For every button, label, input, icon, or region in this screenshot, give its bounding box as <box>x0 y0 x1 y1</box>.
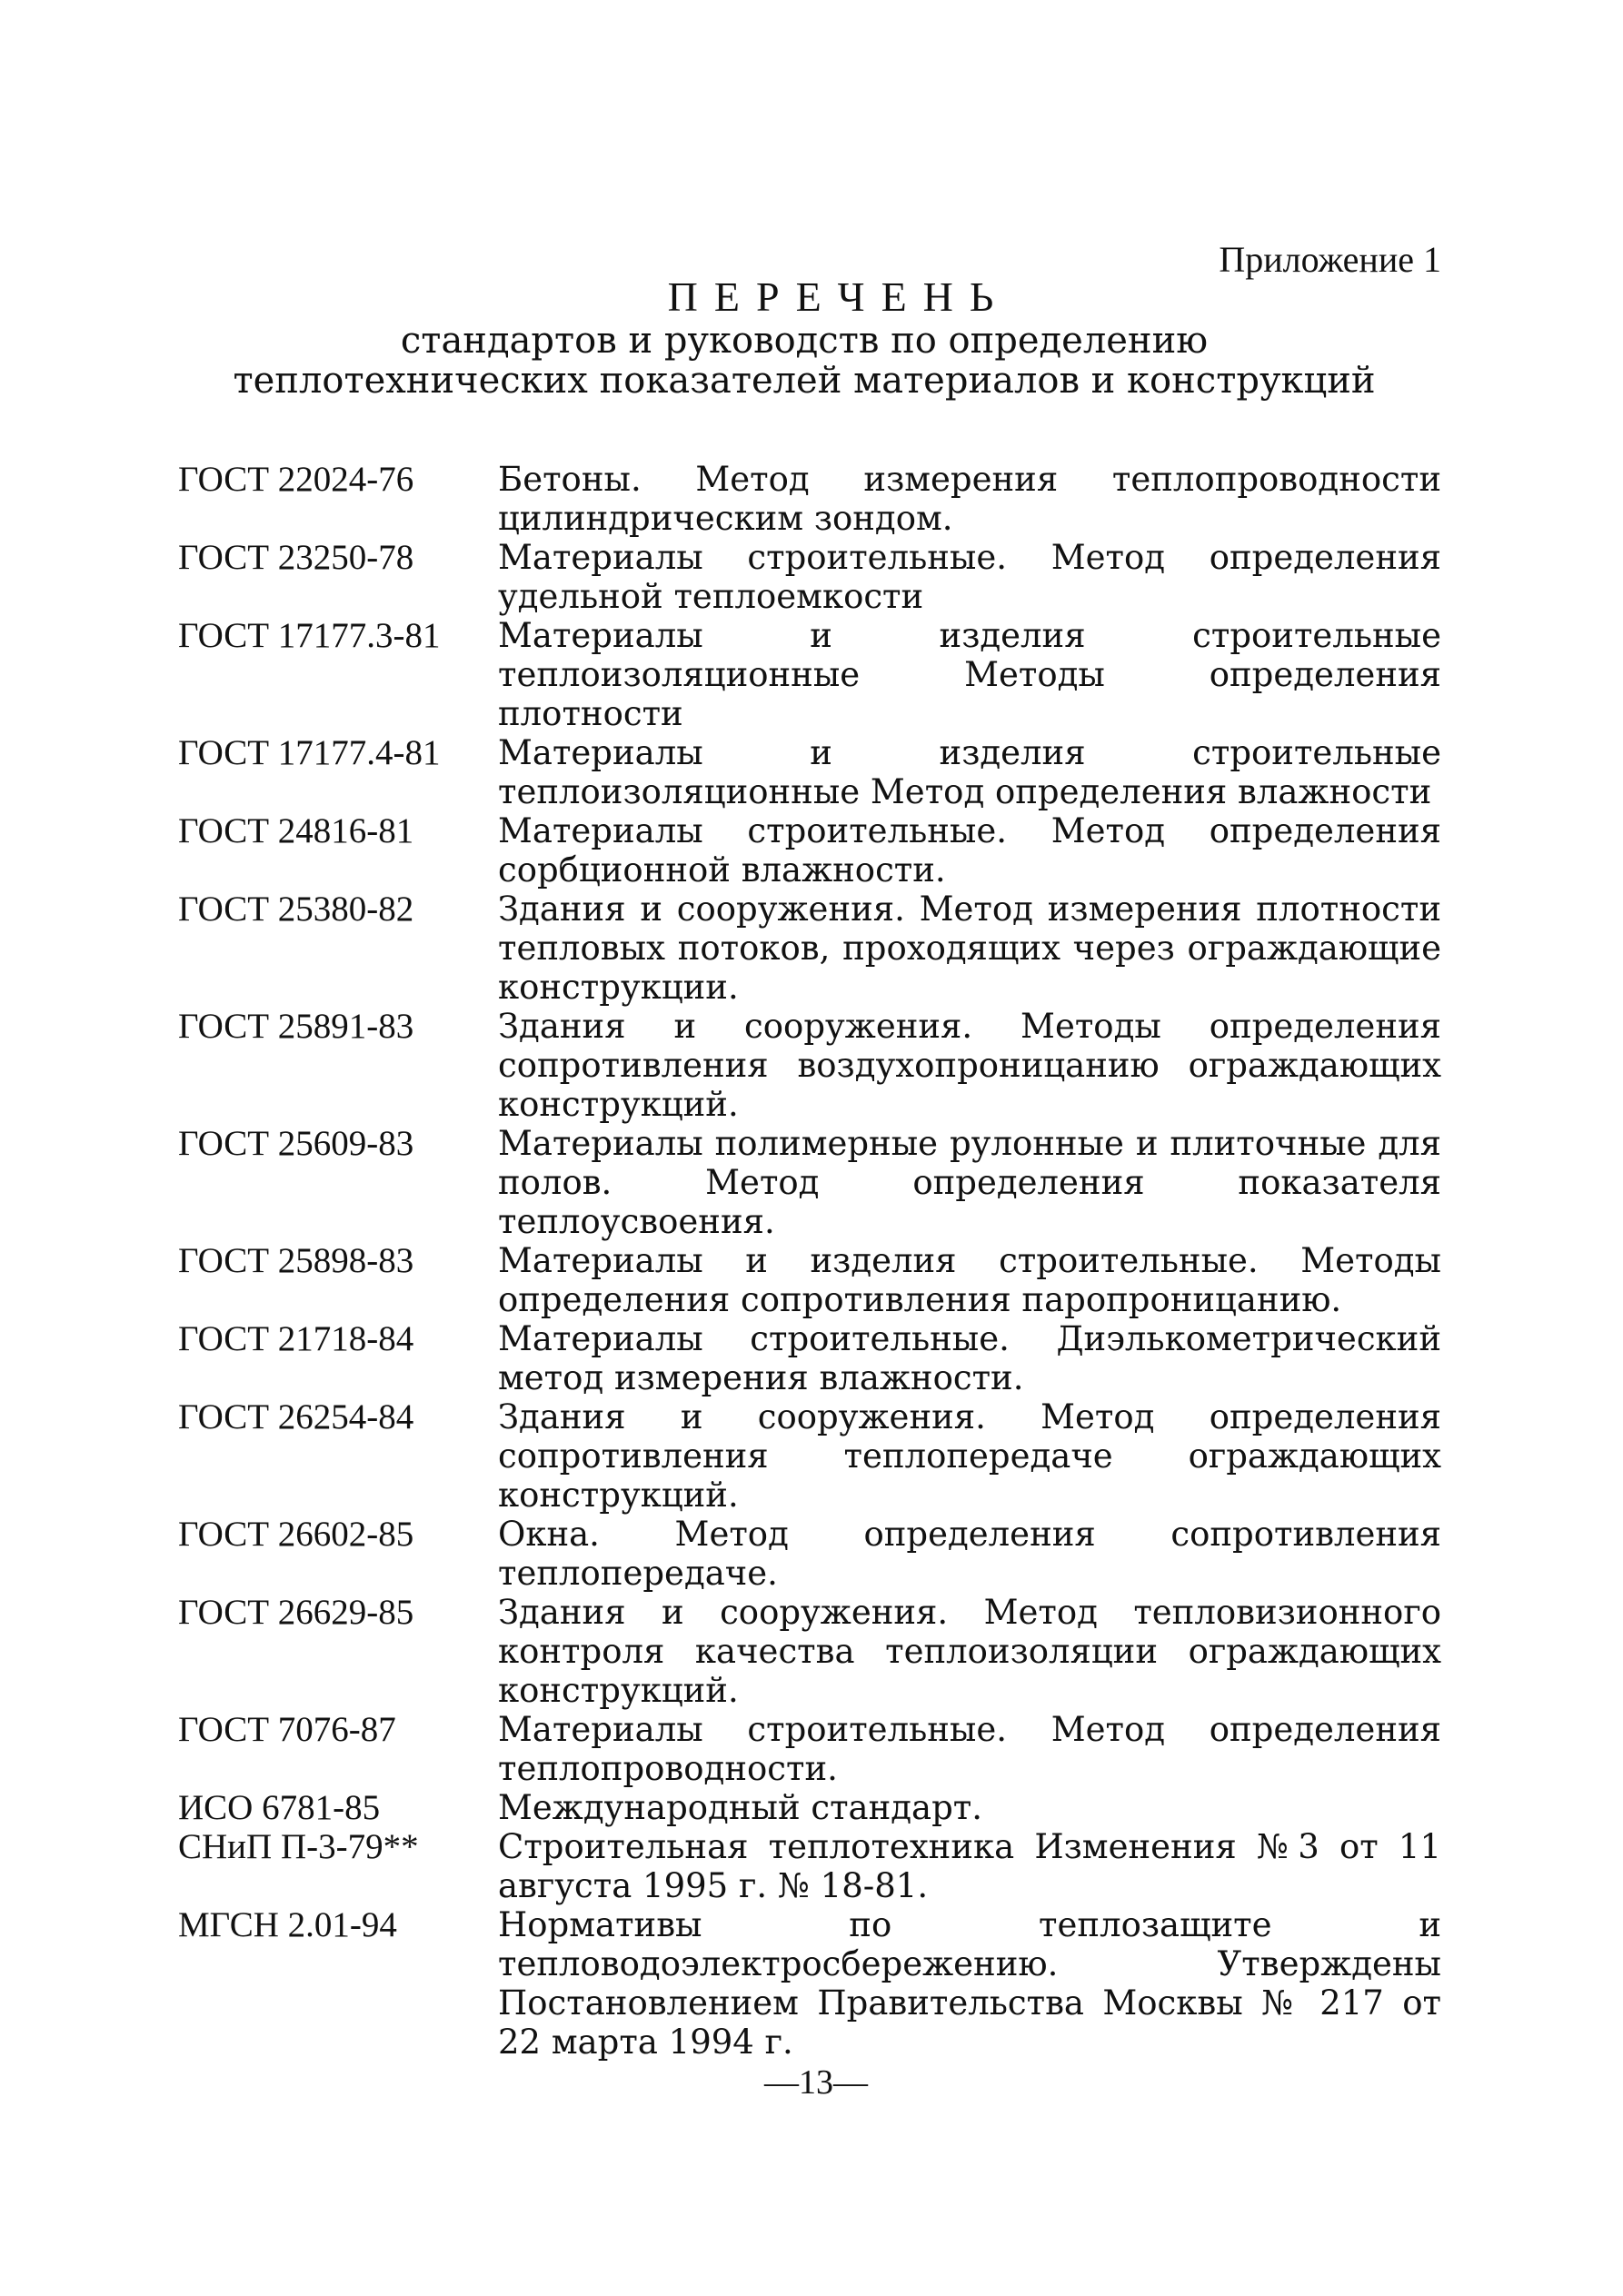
standard-entry <box>178 1788 1441 1827</box>
appendix-label: Приложение 1 <box>1219 239 1441 280</box>
standard-code: ГОСТ 25898-83 <box>178 1241 414 1280</box>
document-subtitle-line1: стандартов и руководств по определению <box>400 320 1209 362</box>
standard-code: ГОСТ 25380-82 <box>178 890 414 929</box>
standard-description: Материалы строительные. Метод определения удельной теплоемкости <box>498 538 1441 616</box>
standard-description: Международный стандарт. <box>498 1788 983 1827</box>
standard-entry <box>178 1827 1441 1905</box>
standard-entry <box>178 1007 1441 1124</box>
standards-list <box>178 460 1441 2062</box>
standard-entry <box>178 1319 1441 1397</box>
standard-description: Здания и сооружения. Метод определения сопротивления теплопередаче ограждающих конструкций. <box>498 1397 1441 1515</box>
standard-code: ГОСТ 26254-84 <box>178 1397 414 1436</box>
standard-entry <box>178 1593 1441 1710</box>
standard-description: Бетоны. Метод измерения теплопроводности цилиндрическим зондом. <box>498 460 1441 538</box>
standard-entry <box>178 460 1441 538</box>
standard-code: МГСН 2.01-94 <box>178 1905 397 1944</box>
standard-description: Строительная теплотехника Изменения №3 от 11 августа 1995 г. № 18-81. <box>498 1827 1441 1905</box>
standard-code: ИСО 6781-85 <box>178 1788 381 1827</box>
standard-description: Материалы и изделия строительные теплоизоляционные Метод определения влажности <box>498 733 1441 811</box>
standard-description: Материалы полимерные рулонные и плиточные для полов. Метод определения показателя теплоусвоения. <box>498 1124 1441 1241</box>
standard-entry <box>178 1397 1441 1515</box>
standard-description: Нормативы по теплозащите и тепловодоэлектросбережению. Утверждены Постановлением Правительства Москвы № 217 от 22 марта 1994 г. <box>498 1905 1441 2062</box>
standard-description: Материалы строительные. Диэлькометрический метод измерения влажности. <box>498 1319 1441 1397</box>
standard-description: Здания и сооружения. Метод измерения плотности тепловых потоков, проходящих через ограждающие конструкции. <box>498 890 1441 1007</box>
standard-code: ГОСТ 17177.3-81 <box>178 616 441 655</box>
standard-code: СНиП П-3-79** <box>178 1827 419 1866</box>
page-number: —13— <box>764 2063 868 2102</box>
standard-entry <box>178 733 1441 811</box>
standard-entry <box>178 1124 1441 1241</box>
standard-code: ГОСТ 21718-84 <box>178 1319 414 1358</box>
standard-code: ГОСТ 25609-83 <box>178 1124 414 1163</box>
standard-code: ГОСТ 17177.4-81 <box>178 733 441 772</box>
standard-description: Материалы строительные. Метод определения сорбционной влажности. <box>498 811 1441 890</box>
standard-entry <box>178 1515 1441 1593</box>
standard-entry <box>178 890 1441 1007</box>
standard-entry <box>178 1905 1441 2062</box>
standard-description: Окна. Метод определения сопротивления теплопередаче. <box>498 1515 1441 1593</box>
standard-description: Материалы строительные. Метод определения теплопроводности. <box>498 1710 1441 1788</box>
standard-code: ГОСТ 7076-87 <box>178 1710 396 1749</box>
document-title: ПЕРЕЧЕНЬ <box>667 273 1011 320</box>
standard-entry <box>178 538 1441 616</box>
standard-code: ГОСТ 24816-81 <box>178 811 414 850</box>
standard-code: ГОСТ 26629-85 <box>178 1593 414 1632</box>
standard-entry <box>178 1710 1441 1788</box>
standard-code: ГОСТ 23250-78 <box>178 538 414 577</box>
standard-description: Здания и сооружения. Методы определения сопротивления воздухопроницанию ограждающих конструкций. <box>498 1007 1441 1124</box>
document-subtitle-line2: теплотехнических показателей материалов и конструкций <box>233 360 1376 402</box>
standard-entry <box>178 811 1441 890</box>
standard-code: ГОСТ 25891-83 <box>178 1007 414 1046</box>
standard-description: Материалы и изделия строительные. Методы определения сопротивления паропроницанию. <box>498 1241 1441 1319</box>
standard-code: ГОСТ 22024-76 <box>178 460 414 499</box>
standard-description: Материалы и изделия строительные теплоизоляционные Методы определения плотности <box>498 616 1441 733</box>
standard-entry <box>178 1241 1441 1319</box>
standard-code: ГОСТ 26602-85 <box>178 1515 414 1554</box>
standard-entry <box>178 616 1441 733</box>
standard-description: Здания и сооружения. Метод тепловизионного контроля качества теплоизоляции ограждающих конструкций. <box>498 1593 1441 1710</box>
